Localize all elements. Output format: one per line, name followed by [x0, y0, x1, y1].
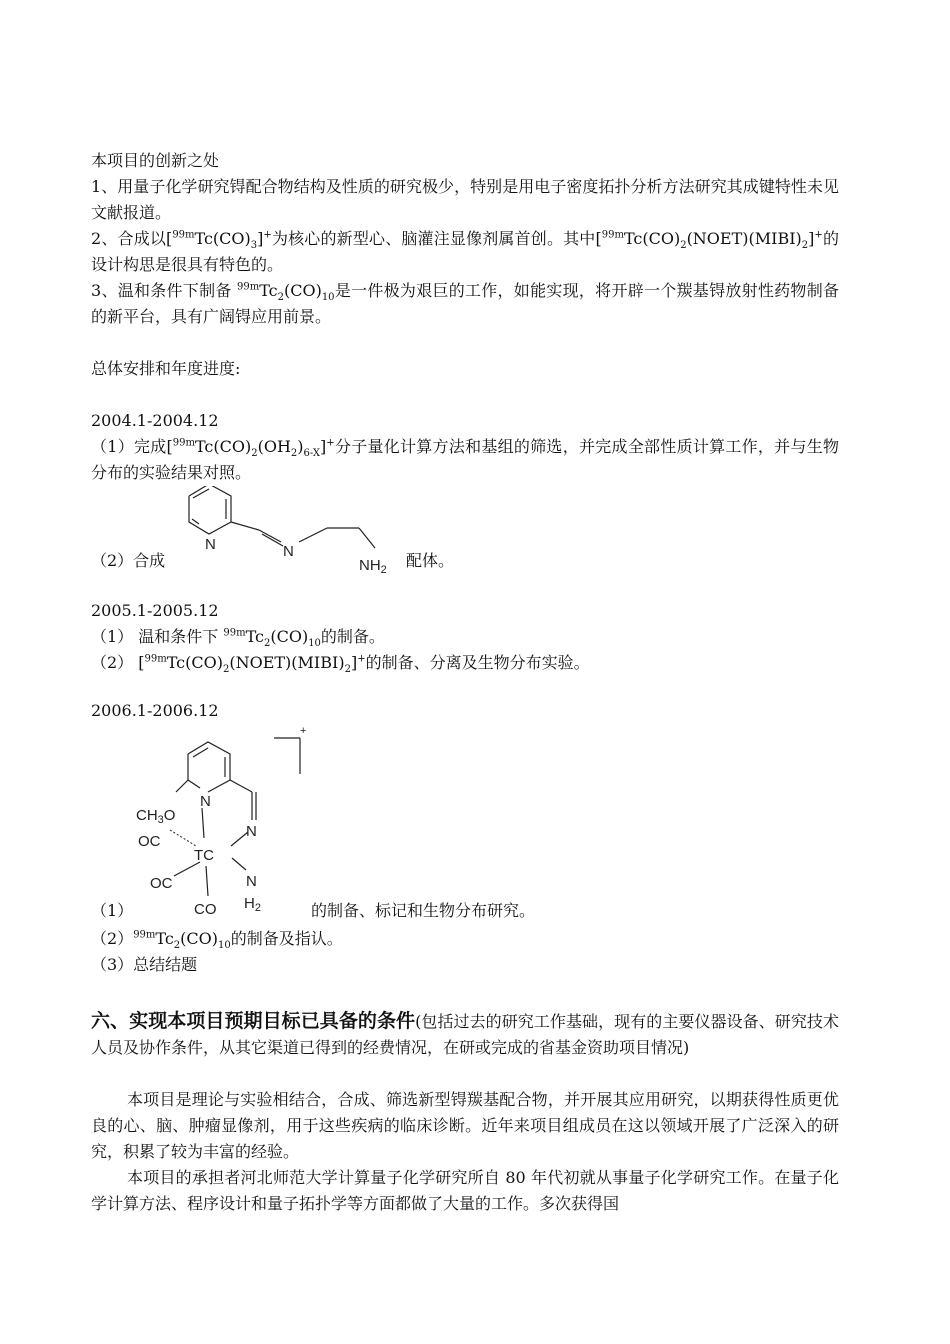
year-2006-item-3: （3）总结结题 [91, 955, 198, 974]
document-page [91, 148, 839, 1217]
item-2-label: （2）合成 [91, 551, 166, 570]
innovation-item-1: 1、用量子化学研究锝配合物结构及性质的研究极少，特别是用电子密度拓扑分析方法研究其成键特性未见文献报道。 [91, 177, 839, 222]
imine-n-label: N [283, 543, 294, 560]
innovation-item-3: 3、温和条件下制备 $^{99m}Tc_2(CO)_{10}$是一件极为艰巨的工作，如能实现，将开辟一个羰基锝放射性药物制备的新平台，具有广阔锝应用前景。 [91, 281, 839, 326]
year-2005-item-2: （2） $[^{99m}Tc(CO)_2(NOET)(MIBI)_2]^+$的制备、分离及生物分布实验。 [91, 653, 590, 676]
section-6-paragraph-2: 本项目的承担者河北师范大学计算量子化学研究所自 80 年代初就从事量子化学研究工作。在量子化学计算方法、程序设计和量子拓扑学等方面都做了大量的工作。多次获得国 [91, 1168, 839, 1213]
year-2004: 2004.1-2004.12 [91, 411, 219, 430]
item-1-label: （1） [91, 901, 134, 920]
innovation-title: 本项目的创新之处 [91, 151, 220, 170]
ring-n: N [200, 793, 211, 810]
amine-n: N [246, 873, 257, 890]
oc-label-1: OC [138, 833, 161, 850]
methoxy-label: $CH_3O$ [136, 807, 176, 826]
charge-plus: + [300, 725, 307, 737]
co-label: CO [194, 901, 217, 918]
section-6-heading: 六、实现本项目预期目标已具备的条件(包括过去的研究工作基础，现有的主要仪器设备、研究技术人员及协作条件，从其它渠道已得到的经费情况，在研或完成的省基金资助项目情况) [91, 1010, 839, 1057]
year-2006-item-1 [91, 725, 839, 926]
ligand-structure [179, 486, 419, 576]
oc-label-2: OC [150, 875, 173, 892]
plan-title: 总体安排和年度进度: [91, 359, 241, 378]
year-2004-item-2 [91, 486, 839, 576]
innovation-item-2: 2、合成以$[^{99m}Tc(CO)_3]^+$为核心的新型心、脑灌注显像剂属首创。其中$[^{99m}Tc(CO)_2(NOET)(MIBI)_2]^+$的设计构思是很具有特色的。 [91, 229, 839, 274]
amine-h2: $H_2$ [244, 895, 261, 914]
ring-n-label: N [205, 536, 216, 553]
section-6-paragraph-1: 本项目是理论与实验相结合，合成、筛选新型锝羰基配合物，并开展其应用研究，以期获得性质更优良的心、脑、肿瘤显像剂，用于这些疾病的临床诊断。近年来项目组成员在这以领域开展了广泛深入的研究，积累了较为丰富的经验。 [91, 1090, 839, 1161]
year-2006: 2006.1-2006.12 [91, 701, 219, 720]
year-2004-item-1: （1）完成$[^{99m}Tc(CO)_2(OH_2)_{6-X}]^+$分子量化计算方法和基组的筛选，并完成全部性质计算工作，并与生物分布的实验结果对照。 [91, 437, 839, 482]
year-2006-item-2: $(2)^{99m}Tc_2(CO)_{10}$的制备及指认。 [91, 929, 343, 952]
item-1-suffix: 的制备、标记和生物分布研究。 [311, 901, 536, 920]
item-2-suffix: 配体。 [406, 551, 455, 570]
imine-n: N [246, 823, 257, 840]
tc-label: TC [194, 847, 214, 864]
year-2005: 2005.1-2005.12 [91, 601, 219, 620]
amine-label: $NH_2$ [359, 557, 387, 576]
year-2005-item-1: （1） 温和条件下 $^{99m}Tc_2(CO)_{10}$的制备。 [91, 627, 385, 650]
complex-structure [136, 720, 356, 918]
